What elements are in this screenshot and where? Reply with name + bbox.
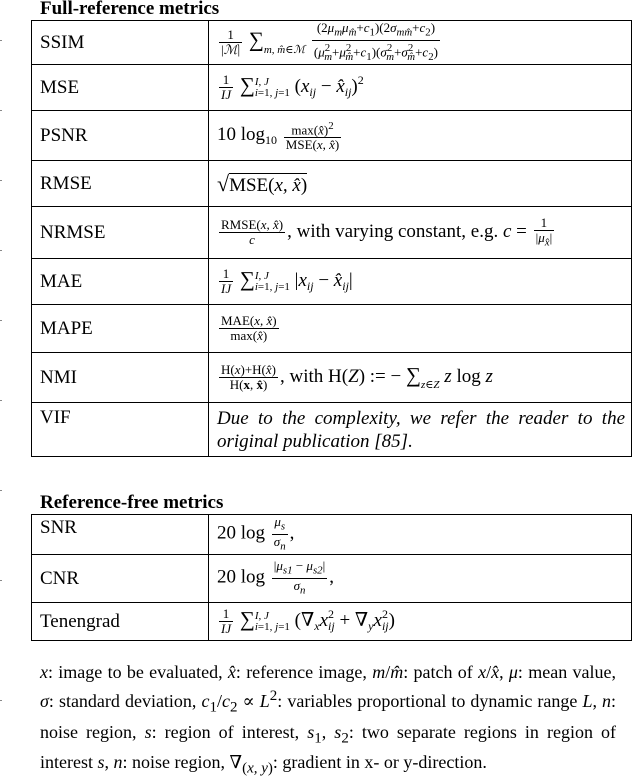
metric-name: MAE bbox=[32, 259, 209, 305]
table-row bbox=[32, 259, 632, 305]
table-row bbox=[32, 305, 632, 353]
metric-name: NMI bbox=[32, 353, 209, 403]
footnote-s12: two separate regions in region of interest bbox=[40, 721, 616, 773]
footnote-x: image to be evaluated, bbox=[58, 662, 223, 682]
footnote-xhat: reference image, bbox=[246, 662, 367, 682]
metric-name: SSIM bbox=[32, 21, 209, 65]
metric-formula: 20 log $\frac{\mu_s}{\sigma_n}$ , bbox=[209, 515, 632, 555]
footnote-s: region of interest, bbox=[164, 721, 300, 742]
edge-mark bbox=[0, 110, 2, 111]
metric-name: Tenengrad bbox=[32, 603, 209, 641]
table-row bbox=[32, 111, 632, 161]
edge-mark bbox=[0, 490, 2, 491]
footnote-c: variables proportional to dynamic range bbox=[287, 691, 578, 711]
metric-formula: 10 $\log_{10}$ $\frac{\max(x̂)^2}{\text{MSE(x, x̂)}}$ bbox=[209, 111, 632, 161]
reference-free-title: Reference-free metrics bbox=[40, 492, 224, 513]
edge-mark bbox=[0, 400, 2, 401]
metric-name: RMSE bbox=[32, 161, 209, 207]
vif-description: Due to the complexity, we refer the reader to the original publication [85]. bbox=[209, 403, 632, 457]
metric-formula: $\frac{\text{MAE(x, x̂)}}{\max(x̂)}$ bbox=[209, 305, 632, 353]
table-row bbox=[32, 21, 632, 65]
metric-formula: $\frac{1}{IJ}$ ∑I, J i=1, j=1 $|x_{ij}$ − $x̂_{ij}|$ bbox=[209, 259, 632, 305]
metric-name: VIF bbox=[32, 403, 209, 457]
edge-mark bbox=[0, 580, 2, 581]
table-row bbox=[32, 603, 632, 641]
metric-formula: √MSE(x, x̂) bbox=[209, 161, 632, 207]
table-row bbox=[32, 161, 632, 207]
table-row bbox=[32, 515, 632, 555]
edge-mark bbox=[0, 320, 2, 321]
footnote-grad: gradient in x- or y-direction. bbox=[282, 752, 487, 773]
metric-name: PSNR bbox=[32, 111, 209, 161]
footnote: x: image to be evaluated, x̂: reference image, m/m̂: patch of x/x̂, μ: mean value, σ: standard deviation, $c_1/c_2 \propto L^2$: variables proportional to dynamic range L, n: noise region, s: region of interest, $s_1$, $s_2$: two separate regions in region of interest s, n: noise region, $\nabla_{(x, y)}$: gradient in x- or y-direction. bbox=[40, 662, 617, 777]
metric-name: NRMSE bbox=[32, 207, 209, 259]
table-row bbox=[32, 555, 632, 603]
metric-name: MSE bbox=[32, 65, 209, 111]
edge-mark bbox=[0, 700, 2, 701]
footnote-n: noise region, bbox=[40, 721, 137, 742]
footnote-sigma: standard deviation, bbox=[58, 691, 197, 711]
metric-formula: $\frac{1}{IJ}$ ∑I, J i=1, j=1 ($x_{ij}$ − $x̂_{ij})^2$ bbox=[209, 65, 632, 111]
edge-mark bbox=[0, 180, 2, 181]
table-row bbox=[32, 403, 632, 457]
metric-formula: 20 log $\frac{|\mu_{s1} - \mu_{s2}|}{\sigma_n}$ , bbox=[209, 555, 632, 603]
metric-formula: $\frac{H(x)+H(x̂)}{H(x, x̂)}$ , with H(Z) := − ∑z∈Z z log z bbox=[209, 353, 632, 403]
footnote-n2: noise region, bbox=[132, 752, 225, 773]
footnote-mu: mean value, bbox=[528, 662, 616, 682]
reference-free-table bbox=[31, 514, 632, 641]
metric-formula: $\frac{1}{\text{|ℳ|}}$ ∑m, m̂∈ℳ $\frac{(2\mu_m\mu_{m̂}+c_1)(2\sigma_{mm̂}+c_2)}{(\mu^2_m+\mu^2_{m̂}+c_1)(\sigma^2_m+\sigma^2_{m̂}+c_2)}$ bbox=[209, 21, 632, 65]
full-reference-title: Full-reference metrics bbox=[40, 0, 220, 19]
edge-mark bbox=[0, 40, 2, 41]
metric-name: CNR bbox=[32, 555, 209, 603]
metric-formula: $\frac{1}{IJ}$ ∑I, J i=1, j=1 $(\nabla_xx^2_{ij} + \nabla_yx^2_{ij})$ bbox=[209, 603, 632, 641]
metric-name: SNR bbox=[32, 515, 209, 555]
footnote-patch: patch of bbox=[413, 662, 473, 682]
nrmse-text: with varying constant, e.g. bbox=[296, 220, 499, 242]
nmi-text: with bbox=[289, 365, 324, 387]
metric-formula: $\frac{\text{RMSE(x, x̂)}}{c}$ , with varying constant, e.g. c = $\frac{1}{|\mu_{x̂}|}$ bbox=[209, 207, 632, 259]
table-row bbox=[32, 65, 632, 111]
table-row bbox=[32, 353, 632, 403]
table-row bbox=[32, 207, 632, 259]
full-reference-table bbox=[31, 20, 632, 457]
metric-name: MAPE bbox=[32, 305, 209, 353]
edge-mark bbox=[0, 250, 2, 251]
